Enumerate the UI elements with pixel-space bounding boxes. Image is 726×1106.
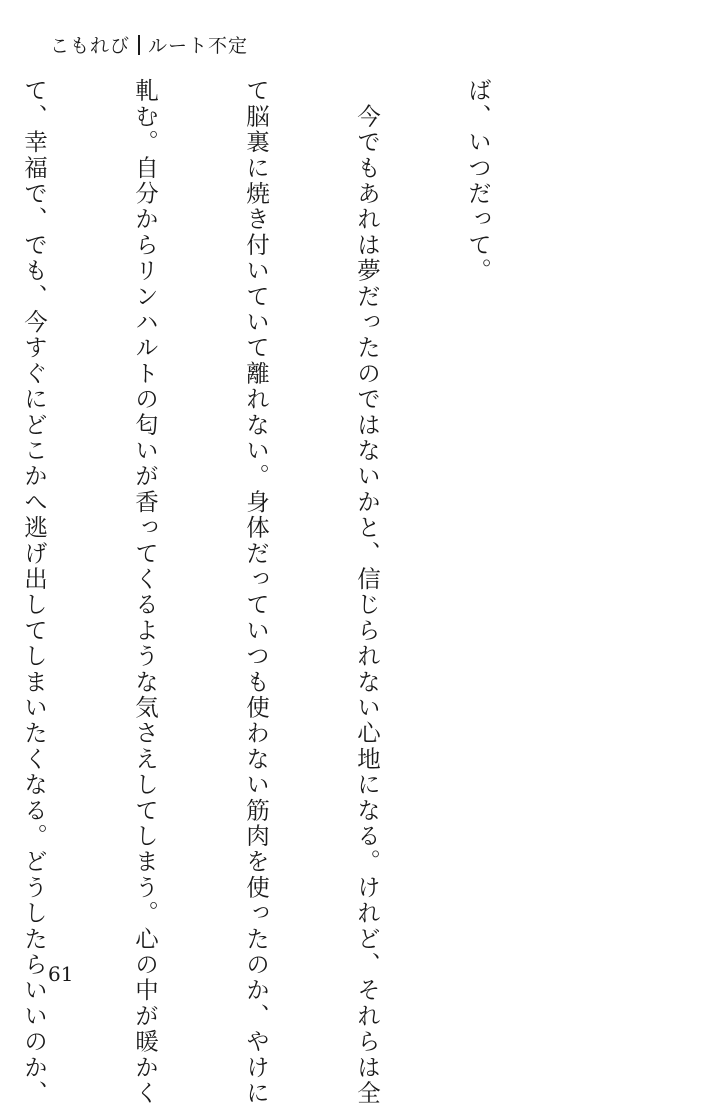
book-title: こもれび [50, 35, 131, 57]
chapter-title: ルート不定 [148, 35, 249, 57]
body-line: て、幸福で、でも、今すぐにどこかへ逃げ出してしまいたくなる。どうしたらいいのか、 [20, 78, 48, 1106]
header-separator [138, 35, 140, 55]
body-line: 軋む。自分からリンハルトの匂いが香ってくるような気さえしてしまう。心の中が暖かく [131, 78, 159, 1106]
running-head [50, 31, 248, 58]
body-line: て脳裏に焼き付いていて離れない。身体だっていつも使わない筋肉を使ったのか、やけに [242, 78, 270, 1106]
body-line: ば、いつだって。 [464, 78, 492, 284]
page-number: 61 [48, 962, 74, 986]
body-line: 今でもあれは夢だったのではないかと、信じられない心地になる。けれど、それらは全 [353, 78, 381, 1106]
